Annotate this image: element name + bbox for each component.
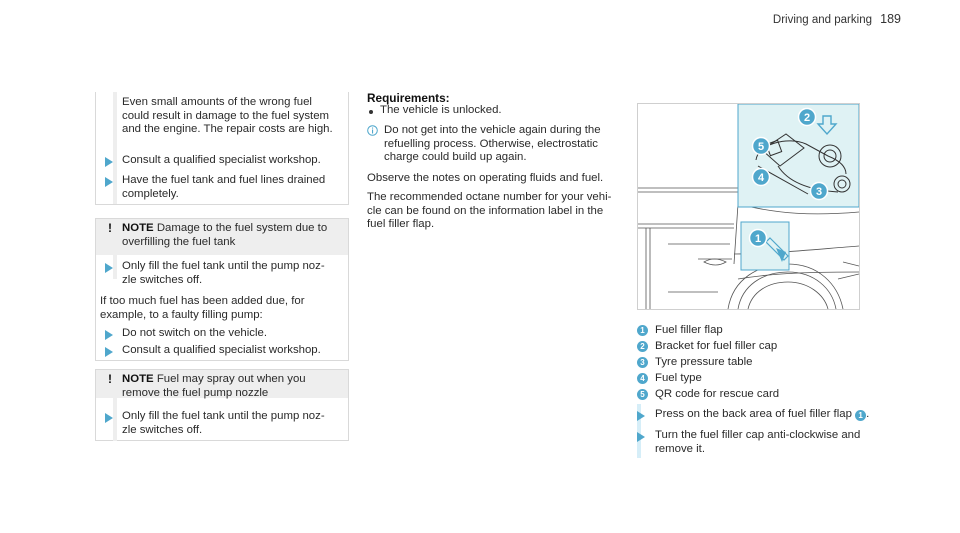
legend-item-2: Bracket for fuel filler cap bbox=[655, 340, 778, 352]
step-arrow-icon bbox=[105, 157, 113, 167]
callout-2: 2 bbox=[803, 112, 811, 124]
step-consult: Consult a qualified specialist workshop. bbox=[122, 154, 321, 166]
step-turn-cap: Turn the fuel filler cap anti-clockwise and remove it. bbox=[655, 429, 861, 455]
step-drain: Have the fuel tank and fuel lines drained completely. bbox=[122, 174, 326, 200]
step-no-switch: Do not switch on the vehicle. bbox=[122, 327, 267, 339]
note-paragraph: If too much fuel has been added due, for example, to a faulty filling pump: bbox=[100, 295, 305, 321]
legend-item-5: QR code for rescue card bbox=[655, 388, 780, 400]
callout-5: 5 bbox=[757, 141, 765, 153]
bullet-icon bbox=[369, 110, 373, 114]
section-title: Driving and parking bbox=[772, 14, 872, 26]
step-fill-until: Only fill the fuel tank until the pump noz- zle switches off. bbox=[122, 260, 325, 286]
legend-number-1: 1 bbox=[637, 325, 648, 336]
octane-text: The recommended octane number for your vehi- cle can be found on the information label in the fuel filler flap. bbox=[367, 191, 612, 231]
legend-number-3: 3 bbox=[637, 357, 648, 368]
legend-item-3: Tyre pressure table bbox=[655, 356, 753, 368]
step-arrow-icon bbox=[637, 432, 645, 442]
exclamation-icon: ! bbox=[108, 372, 112, 386]
step-arrow-icon bbox=[105, 177, 113, 187]
box-side-bar bbox=[113, 398, 117, 441]
info-icon bbox=[367, 125, 378, 136]
requirement-item: The vehicle is unlocked. bbox=[380, 104, 502, 116]
note-heading: NOTE Fuel may spray out when you remove the fuel pump nozzle bbox=[122, 373, 306, 399]
vehicle-drawing bbox=[638, 104, 859, 309]
warning-text: Even small amounts of the wrong fuel could result in damage to the fuel system and the engine. The repair costs are high. bbox=[122, 96, 333, 136]
requirements-title: Requirements: bbox=[367, 91, 450, 105]
warning-box-continued bbox=[95, 92, 349, 205]
info-text: Do not get into the vehicle again during the refuelling process. Otherwise, electrostatic charge could build up again. bbox=[384, 124, 601, 164]
exclamation-icon: ! bbox=[108, 221, 112, 235]
step-arrow-icon bbox=[105, 330, 113, 340]
callout-1: 1 bbox=[754, 233, 762, 245]
callout-4: 4 bbox=[757, 172, 765, 184]
observe-text: Observe the notes on operating fluids and fuel. bbox=[367, 172, 604, 184]
step-arrow-icon bbox=[105, 413, 113, 423]
step-arrow-icon bbox=[105, 263, 113, 273]
note-box-overfilling bbox=[95, 218, 349, 361]
step-arrow-icon bbox=[105, 347, 113, 357]
legend-item-4: Fuel type bbox=[655, 372, 702, 384]
fuel-filler-flap-illustration bbox=[637, 103, 860, 310]
legend-number-2: 2 bbox=[637, 341, 648, 352]
page-number: 189 bbox=[880, 12, 901, 26]
step-press-flap: Press on the back area of fuel filler flap 1 . bbox=[655, 408, 870, 420]
step-arrow-icon bbox=[637, 411, 645, 421]
legend-item-1: Fuel filler flap bbox=[655, 324, 723, 336]
box-side-bar bbox=[113, 255, 117, 279]
step-consult: Consult a qualified specialist workshop. bbox=[122, 344, 321, 356]
note-box-fuel-spray bbox=[95, 369, 349, 441]
callout-3: 3 bbox=[815, 186, 823, 198]
legend-number-4: 4 bbox=[637, 373, 648, 384]
note-heading: NOTE Damage to the fuel system due to overfilling the fuel tank bbox=[122, 222, 328, 248]
step-fill-until: Only fill the fuel tank until the pump noz- zle switches off. bbox=[122, 410, 325, 436]
box-side-bar bbox=[113, 92, 117, 204]
inline-ref-1: 1 bbox=[855, 410, 866, 421]
legend-number-5: 5 bbox=[637, 389, 648, 400]
